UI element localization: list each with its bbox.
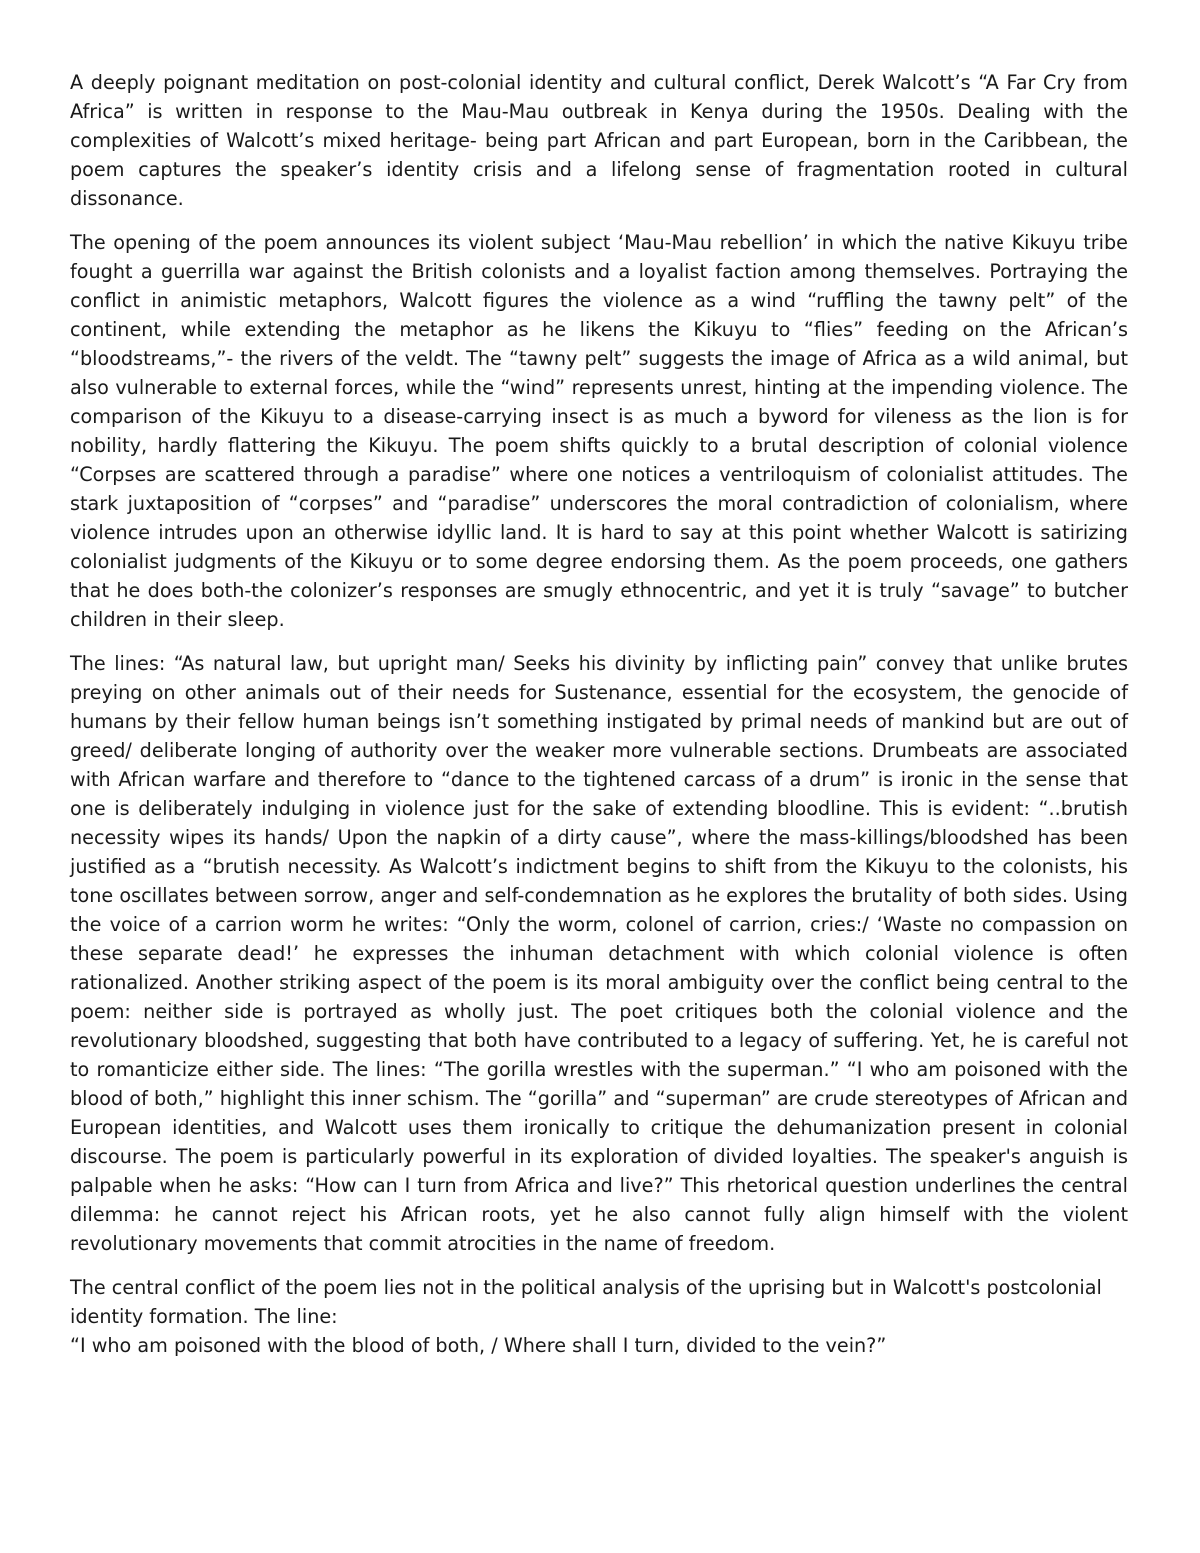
closing-text: The central conflict of the poem lies not in the political analysis of the uprising but in Walcott's postcolonial identity formation. The line: xyxy=(70,1276,1102,1328)
paragraph-intro: A deeply poignant meditation on post-colonial identity and cultural conflict, Derek Walcott’s “A Far Cry from Africa” is written in response to the Mau-Mau outbreak in Kenya during the 1950s. Dealing with the complexities of Walcott’s mixed heritage- being part African and part European, born in the Caribbean, the poem captures the speaker’s identity crisis and a lifelong sense of fragmentation rooted in cultural dissonance. xyxy=(70,71,1128,210)
closing-quote: “I who am poisoned with the blood of both, / Where shall I turn, divided to the vein?” xyxy=(70,1334,887,1357)
paragraph-opening-analysis: The opening of the poem announces its violent subject ‘Mau-Mau rebellion’ in which the native Kikuyu tribe fought a guerrilla war against the British colonists and a loyalist faction among themselves. Portraying the conflict in animistic metaphors, Walcott figures the violence as a wind “ruffling the tawny pelt” of the continent, while extending the metaphor as he likens the Kikuyu to “flies” feeding on the African’s “bloodstreams,”- the rivers of the veldt. The “tawny pelt” suggests the image of Africa as a wild animal, but also vulnerable to external forces, while the “wind” represents unrest, hinting at the impending violence. The comparison of the Kikuyu to a disease-carrying insect is as much a byword for vileness as the lion is for nobility, hardly flattering the Kikuyu. The poem shifts quickly to a brutal description of colonial violence “Corpses are scattered through a paradise” where one notices a ventriloquism of colonialist attitudes. The stark juxtaposition of “corpses” and “paradise” underscores the moral contradiction of colonialism, where violence intrudes upon an otherwise idyllic land. It is hard to say at this point whether Walcott is satirizing colonialist judgments of the Kikuyu or to some degree endorsing them. As the poem proceeds, one gathers that he does both-the colonizer’s responses are smugly ethnocentric, and yet it is truly “savage” to butcher children in their sleep. xyxy=(70,231,1128,631)
paragraph-closing xyxy=(70,1273,1128,1360)
document-page xyxy=(70,68,1128,1360)
paragraph-lines-analysis: The lines: “As natural law, but upright man/ Seeks his divinity by inflicting pain” convey that unlike brutes preying on other animals out of their needs for Sustenance, essential for the ecosystem, the genocide of humans by their fellow human beings isn’t something instigated by primal needs of mankind but are out of greed/ deliberate longing of authority over the weaker more vulnerable sections. Drumbeats are associated with African warfare and therefore to “dance to the tightened carcass of a drum” is ironic in the sense that one is deliberately indulging in violence just for the sake of extending bloodline. This is evident: “..brutish necessity wipes its hands/ Upon the napkin of a dirty cause”, where the mass-killings/bloodshed has been justified as a “brutish necessity. As Walcott’s indictment begins to shift from the Kikuyu to the colonists, his tone oscillates between sorrow, anger and self-condemnation as he explores the brutality of both sides. Using the voice of a carrion worm he writes: “Only the worm, colonel of carrion, cries:/ ‘Waste no compassion on these separate dead!’ he expresses the inhuman detachment with which colonial violence is often rationalized. Another striking aspect of the poem is its moral ambiguity over the conflict being central to the poem: neither side is portrayed as wholly just. The poet critiques both the colonial violence and the revolutionary bloodshed, suggesting that both have contributed to a legacy of suffering. Yet, he is careful not to romanticize either side. The lines: “The gorilla wrestles with the superman.” “I who am poisoned with the blood of both,” highlight this inner schism. The “gorilla” and “superman” are crude stereotypes of African and European identities, and Walcott uses them ironically to critique the dehumanization present in colonial discourse. The poem is particularly powerful in its exploration of divided loyalties. The speaker's anguish is palpable when he asks: “How can I turn from Africa and live?” This rhetorical question underlines the central dilemma: he cannot reject his African roots, yet he also cannot fully align himself with the violent revolutionary movements that commit atrocities in the name of freedom. xyxy=(70,652,1128,1255)
